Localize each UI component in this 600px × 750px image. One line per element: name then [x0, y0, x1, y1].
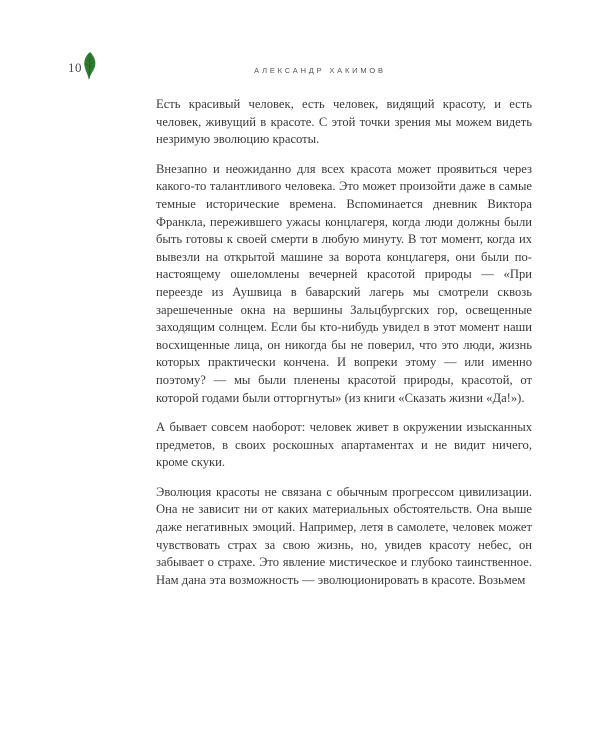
paragraph-4: Эволюция красоты не связана с обычным прогрессом цивилизации. Она не зависит ни от каких материальных обстоятельств. Она выше даже негативных эмоций. Например, летя в самолете, человек может чувствовать страх за свою жизнь, но, увидев красоту небес, он забывает о страхе. Это явление мистическое и глубоко таинственное. Нам дана эта возможность — эволюционировать в красоте. Возьмем: [156, 484, 532, 587]
page-number: 10: [68, 60, 82, 75]
body-text: [156, 96, 532, 601]
paragraph-3: А бывает совсем наоборот: человек живет в окружении изысканных предметов, в своих роскошных апартаментах и не видит ничего, кроме скуки.: [156, 420, 532, 470]
running-head-author: АЛЕКСАНДР ХАКИМОВ: [254, 66, 386, 75]
paragraph-1: Есть красивый человек, есть человек, видящий красоту, и есть человек, живущий в красоте. С этой точки зрения мы можем видеть незримую эволюцию красоты.: [156, 97, 532, 147]
paragraph-2: Внезапно и неожиданно для всех красота может проявиться через какого-то талантливого человека. Это может произойти даже в самые темные исторические времена. Вспоминается дневник Виктора Франкла, пережившего ужасы концлагеря, когда люди должны были быть готовы к своей смерти в любую минуту. В тот момент, когда их вывезли на открытой машине за ворота концлагеря, они были по-настоящему ошеломлены вечерней красотой природы — «При переезде из Аушвица в баварский лагерь мы смотрели сквозь зарешеченные окна на вершины Зальцбургских гор, освещенные заходящим солнцем. Если бы кто-нибудь увидел в этот момент наши восхищенные лица, он никогда бы не поверил, что это люди, жизнь которых практически кончена. И вопреки этому — или именно поэтому? — мы были пленены красотой природы, красотой, от которой годами были отторгнуты» (из книги «Сказать жизни «Да!»).: [156, 161, 532, 405]
